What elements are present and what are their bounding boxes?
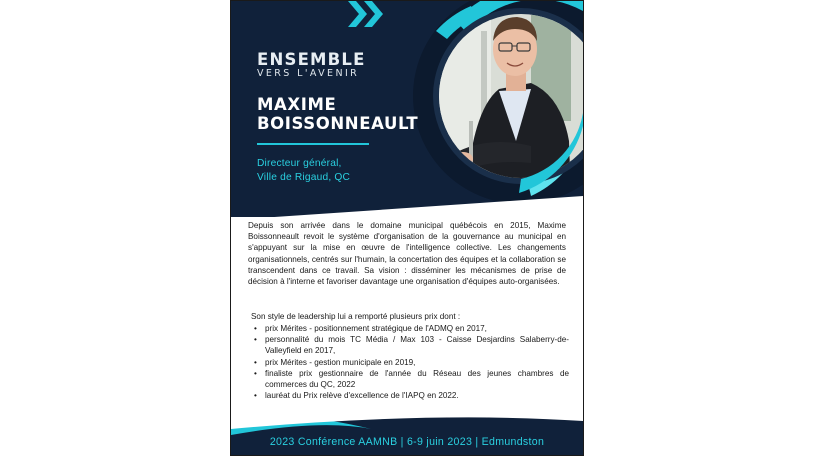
list-item: • personnalité du mois TC Média / Max 103 - Caisse Desjardins Salaberry-de-Valleyfield en 2017,: [251, 334, 569, 356]
speaker-organization: Ville de Rigaud, QC: [257, 172, 351, 183]
footer-banner: [231, 415, 583, 456]
event-details: 2023 Conférence AAMNB | 6-9 juin 2023 | Edmundston: [269, 436, 545, 448]
speaker-card: [230, 0, 584, 456]
speaker-bio: Depuis son arrivée dans le domaine municipal québécois en 2015, Maxime Boissonneault revoit le système d'organisation de la gouvernance au municipal en s'appuyant sur la mise en œuvre de l'intelligence collective. Les changements organisationnels, centrés sur l'humain, la concertation des équipes et la collaboration se transcendent dans ce travail. Sa vision : disséminer les mécanismes de prise de décision à l'interne et favoriser davantage une organisation d'équipes auto-organisées.: [248, 221, 566, 287]
awards-list: [251, 323, 569, 401]
speaker-last-name: BOISSONNEAULT: [257, 114, 419, 133]
list-item: • prix Mérites - positionnement stratégique de l'ADMQ en 2017,: [251, 323, 569, 334]
chevron-right-icon: [348, 1, 384, 27]
awards-intro: Son style de leadership lui a remporté plusieurs prix dont :: [251, 312, 461, 321]
speaker-first-name: MAXIME: [257, 95, 337, 114]
name-divider: [257, 143, 369, 145]
logo-tagline: VERS L'AVENIR: [257, 68, 360, 79]
header-diagonal: [231, 196, 583, 220]
logo-wordmark: ENSEMBLE: [257, 50, 366, 69]
list-item: • prix Mérites - gestion municipale en 2019,: [251, 357, 569, 368]
speaker-role: Directeur général,: [257, 158, 342, 169]
list-item: • lauréat du Prix relève d'excellence de l'IAPQ en 2022.: [251, 390, 569, 401]
header-panel: [231, 1, 583, 217]
list-item: • finaliste prix gestionnaire de l'année du Réseau des jeunes chambres de commerces du QC, 2022: [251, 368, 569, 390]
